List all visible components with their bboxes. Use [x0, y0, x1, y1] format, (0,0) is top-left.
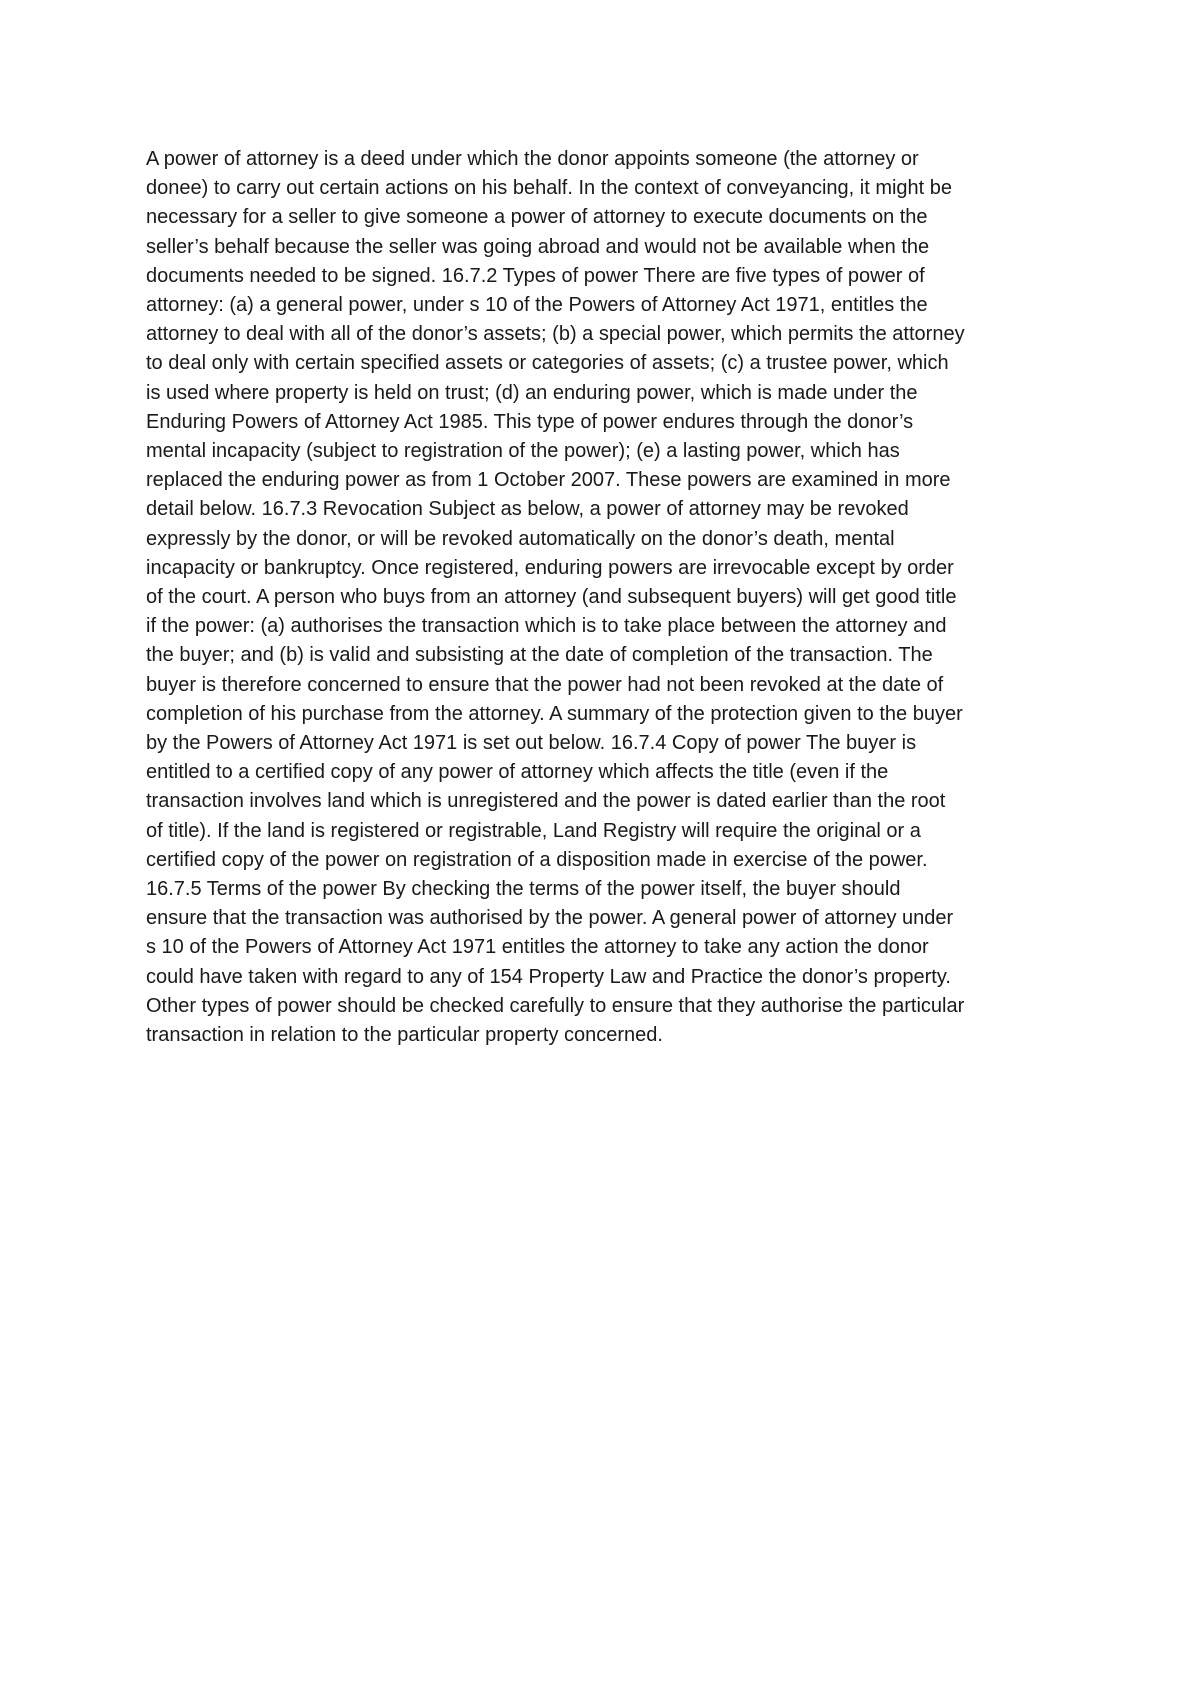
text-line: of title). If the land is registered or registrable, Land Registry will require the original or a: [146, 819, 921, 842]
text-line: attorney to deal with all of the donor’s assets; (b) a special power, which permits the attorney: [146, 323, 965, 346]
text-line: is used where property is held on trust; (d) an enduring power, which is made under the: [146, 381, 918, 404]
text-line: incapacity or bankruptcy. Once registered, enduring powers are irrevocable except by order: [146, 556, 954, 579]
text-line: ensure that the transaction was authorised by the power. A general power of attorney under: [146, 907, 954, 930]
text-line: transaction involves land which is unregistered and the power is dated earlier than the root: [146, 790, 946, 813]
text-line: documents needed to be signed. 16.7.2 Types of power There are five types of power of: [146, 264, 925, 287]
text-line: mental incapacity (subject to registration of the power); (e) a lasting power, which has: [146, 440, 900, 463]
text-line: expressly by the donor, or will be revoked automatically on the donor’s death, mental: [146, 527, 895, 550]
text-line: seller’s behalf because the seller was going abroad and would not be available when the: [146, 235, 930, 258]
text-line: s 10 of the Powers of Attorney Act 1971 entitles the attorney to take any action the donor: [146, 936, 929, 959]
body-text: [146, 145, 1076, 1050]
text-line: A power of attorney is a deed under which the donor appoints someone (the attorney or: [146, 148, 919, 170]
text-line: completion of his purchase from the attorney. A summary of the protection given to the buyer: [146, 702, 963, 725]
text-line: entitled to a certified copy of any power of attorney which affects the title (even if the: [146, 761, 889, 784]
text-line: the buyer; and (b) is valid and subsisting at the date of completion of the transaction. The: [146, 644, 933, 667]
text-line: to deal only with certain specified assets or categories of assets; (c) a trustee power, which: [146, 352, 949, 375]
text-line: Other types of power should be checked carefully to ensure that they authorise the particular: [146, 994, 965, 1017]
text-line: by the Powers of Attorney Act 1971 is set out below. 16.7.4 Copy of power The buyer is: [146, 732, 917, 755]
text-line: if the power: (a) authorises the transaction which is to take place between the attorney and: [146, 615, 947, 638]
text-line: transaction in relation to the particular property concerned.: [146, 1024, 663, 1047]
text-line: donee) to carry out certain actions on his behalf. In the context of conveyancing, it might be: [146, 177, 953, 200]
text-line: certified copy of the power on registration of a disposition made in exercise of the power.: [146, 848, 928, 871]
text-line: attorney: (a) a general power, under s 10 of the Powers of Attorney Act 1971, entitles the: [146, 294, 928, 317]
text-line: necessary for a seller to give someone a power of attorney to execute documents on the: [146, 206, 928, 229]
text-line: Enduring Powers of Attorney Act 1985. This type of power endures through the donor’s: [146, 410, 914, 433]
text-line: replaced the enduring power as from 1 October 2007. These powers are examined in more: [146, 469, 951, 492]
text-line: buyer is therefore concerned to ensure that the power had not been revoked at the date of: [146, 673, 944, 696]
text-line: could have taken with regard to any of 154 Property Law and Practice the donor’s property.: [146, 965, 951, 988]
text-line: detail below. 16.7.3 Revocation Subject as below, a power of attorney may be revoked: [146, 498, 909, 521]
text-line: of the court. A person who buys from an attorney (and subsequent buyers) will get good title: [146, 586, 957, 609]
text-line: 16.7.5 Terms of the power By checking the terms of the power itself, the buyer should: [146, 878, 901, 901]
